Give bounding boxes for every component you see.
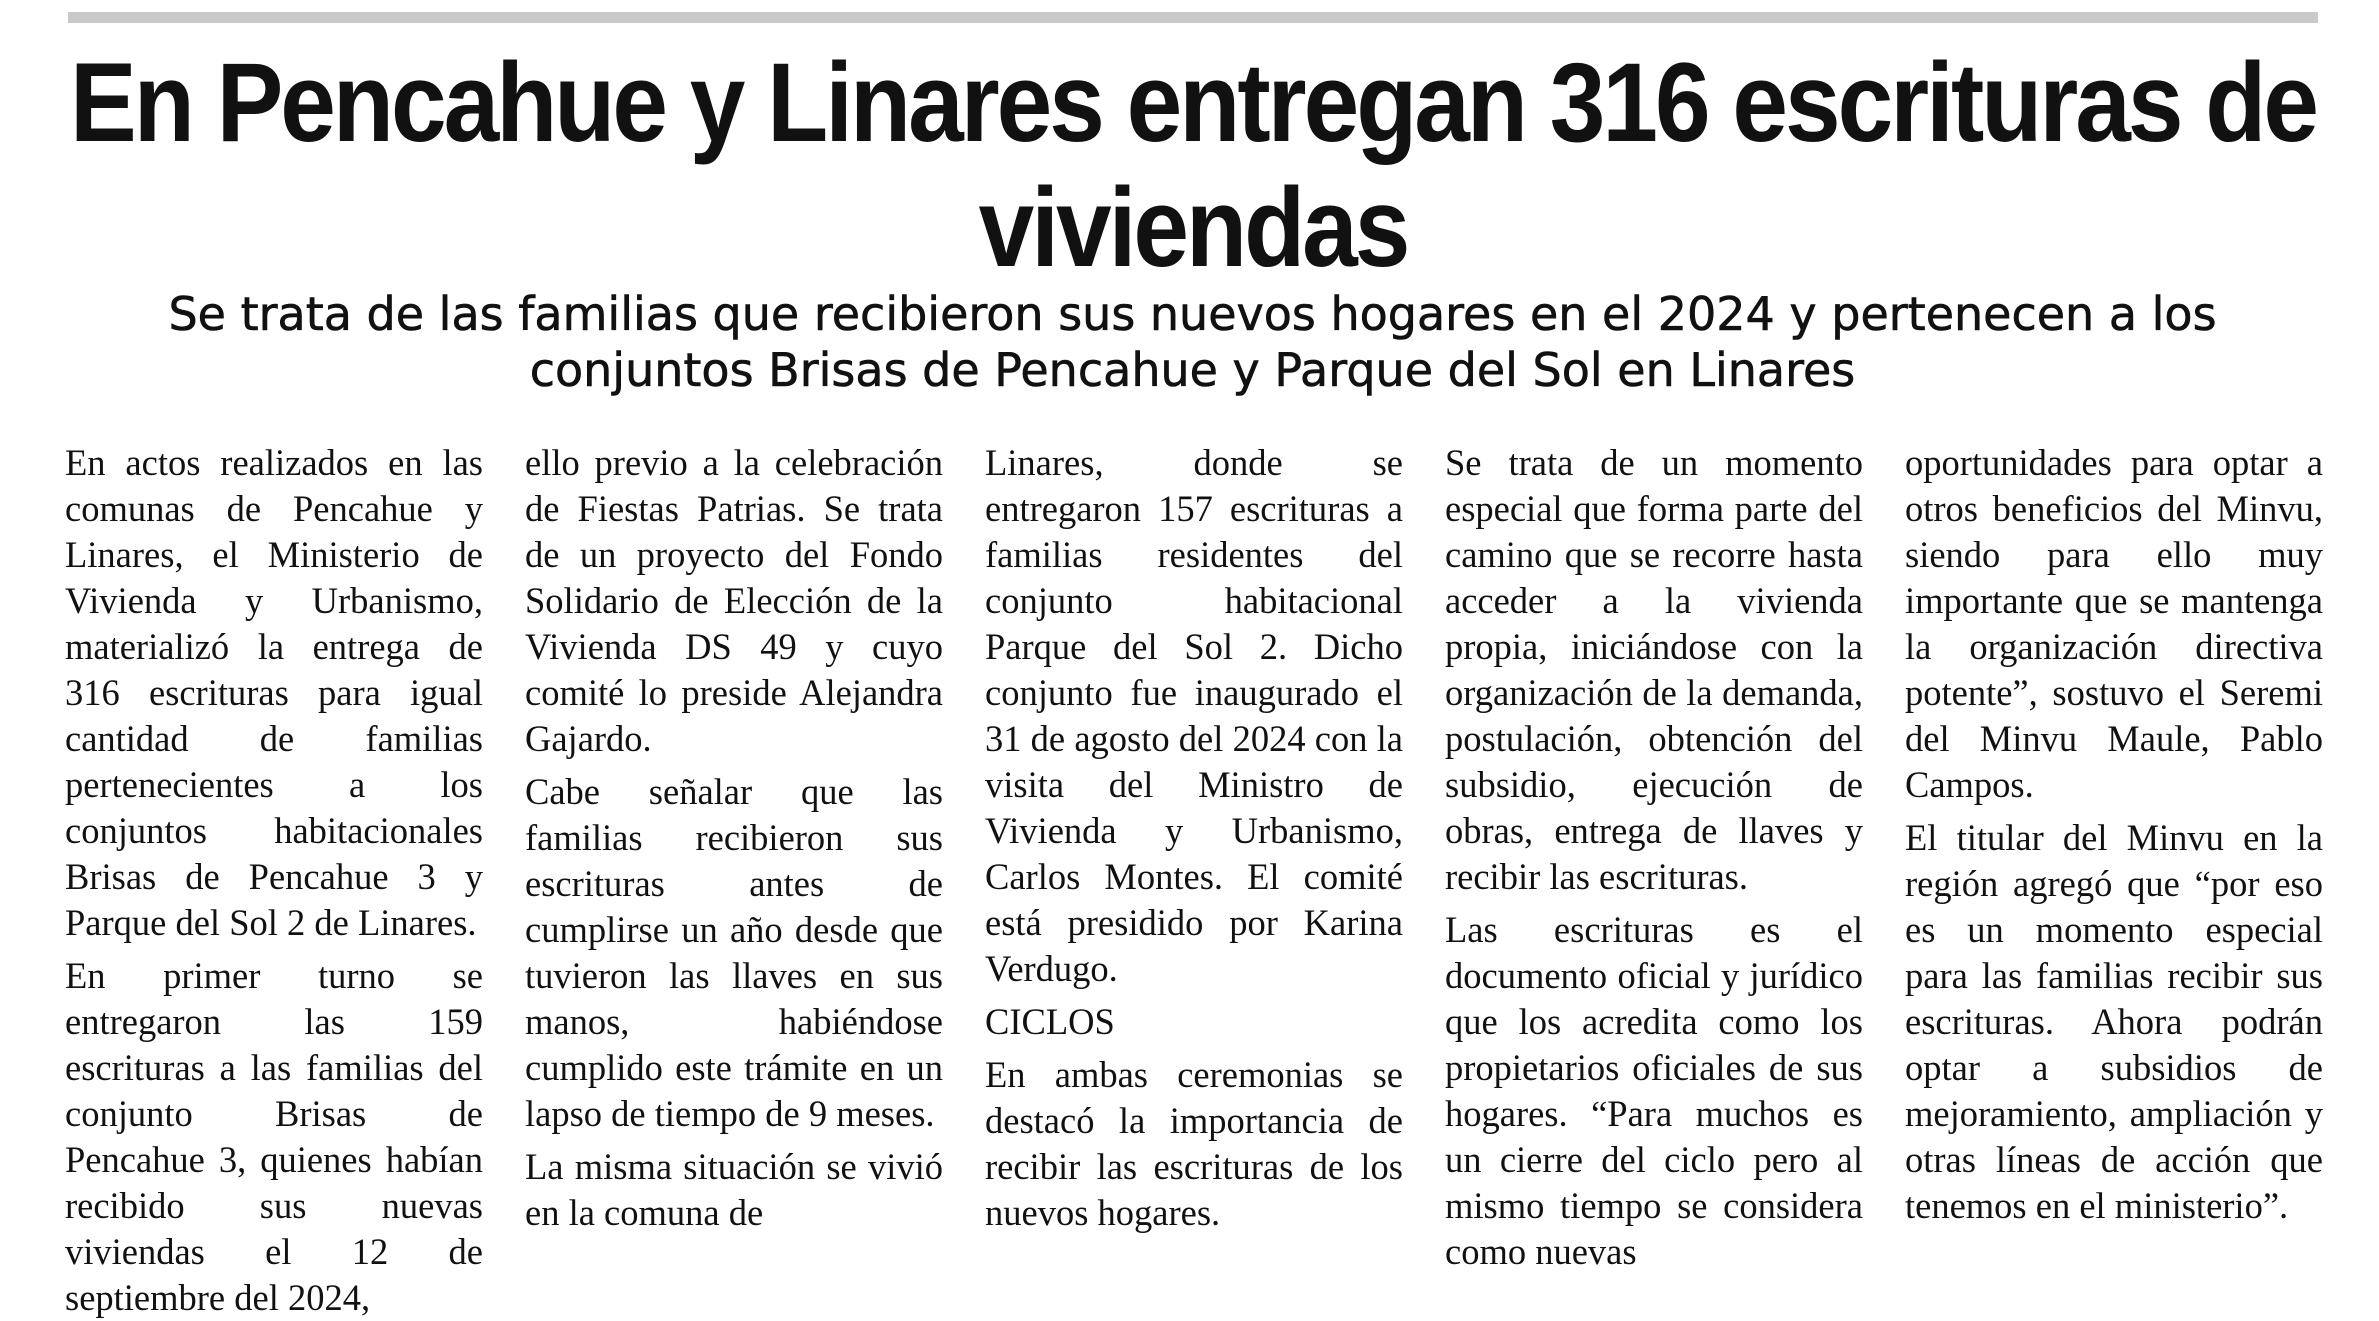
paragraph: Las escrituras es el documento oficial y jurídico que los acredita como los propietarios oficiales de sus hogares. “Para muchos es un cierre del ciclo pero al mismo tiempo se considera como nuevas <box>1445 909 1863 1272</box>
paragraph: Cabe señalar que las familias recibieron sus escrituras antes de cumplirse un año desde que tuvieron las llaves en sus manos, habiéndose cumplido este trámite en un lapso de tiempo de 9 meses. <box>525 771 943 1134</box>
text-column-5 <box>1905 440 2323 1290</box>
article-body <box>65 440 2325 1318</box>
section-heading: CICLOS <box>985 1001 1115 1042</box>
text-column-4 <box>1445 440 1863 1290</box>
paragraph: oportunidades para optar a otros beneficios del Minvu, siendo para ello muy importante que se mantenga la organización directiva potente”, sostuvo el Seremi del Minvu Maule, Pablo Campos. <box>1905 442 2323 805</box>
paragraph: La misma situación se vivió en la comuna de <box>525 1146 943 1233</box>
paragraph: En ambas ceremonias se destacó la importancia de recibir las escrituras de los nuevos hogares. <box>985 1054 1403 1233</box>
top-rule <box>68 12 2318 23</box>
paragraph: Se trata de un momento especial que forma parte del camino que se recorre hasta acceder a la vivienda propia, iniciándose con la organización de la demanda, postulación, obtención del subsidio, ejecución de obras, entrega de llaves y recibir las escrituras. <box>1445 442 1863 897</box>
text-column-1 <box>65 440 483 1318</box>
text-column-3 <box>985 440 1403 1290</box>
text-column-2 <box>525 440 943 1290</box>
paragraph: El titular del Minvu en la región agregó que “por eso es un momento especial para las familias recibir sus escrituras. Ahora podrán optar a subsidios de mejoramiento, ampliación y otras líneas de acción que tenemos en el ministerio”. <box>1905 817 2323 1226</box>
headline: En Pencahue y Linares entregan 316 escrituras de viviendas <box>70 40 2316 291</box>
paragraph: En primer turno se entregaron las 159 escrituras a las familias del conjunto Brisas de Pencahue 3, quienes habían recibido sus nuevas viviendas el 12 de septiembre del 2024, <box>65 955 483 1318</box>
paragraph: En actos realizados en las comunas de Pencahue y Linares, el Ministerio de Vivienda y Urbanismo, materializó la entrega de 316 escrituras para igual cantidad de familias pertenecientes a los conjuntos habitacionales Brisas de Pencahue 3 y Parque del Sol 2 de Linares. <box>65 442 483 943</box>
paragraph: Linares, donde se entregaron 157 escrituras a familias residentes del conjunto habitacional Parque del Sol 2. Dicho conjunto fue inaugurado el 31 de agosto del 2024 con la visita del Ministro de Vivienda y Urbanismo, Carlos Montes. El comité está presidido por Karina Verdugo. <box>985 442 1403 989</box>
subheadline: Se trata de las familias que recibieron sus nuevos hogares en el 2024 y pertenecen a los conjuntos Brisas de Pencahue y Parque del Sol en Linares <box>168 287 2217 397</box>
paragraph: ello previo a la celebración de Fiestas Patrias. Se trata de un proyecto del Fondo Solidario de Elección de la Vivienda DS 49 y cuyo comité lo preside Alejandra Gajardo. <box>525 442 943 759</box>
